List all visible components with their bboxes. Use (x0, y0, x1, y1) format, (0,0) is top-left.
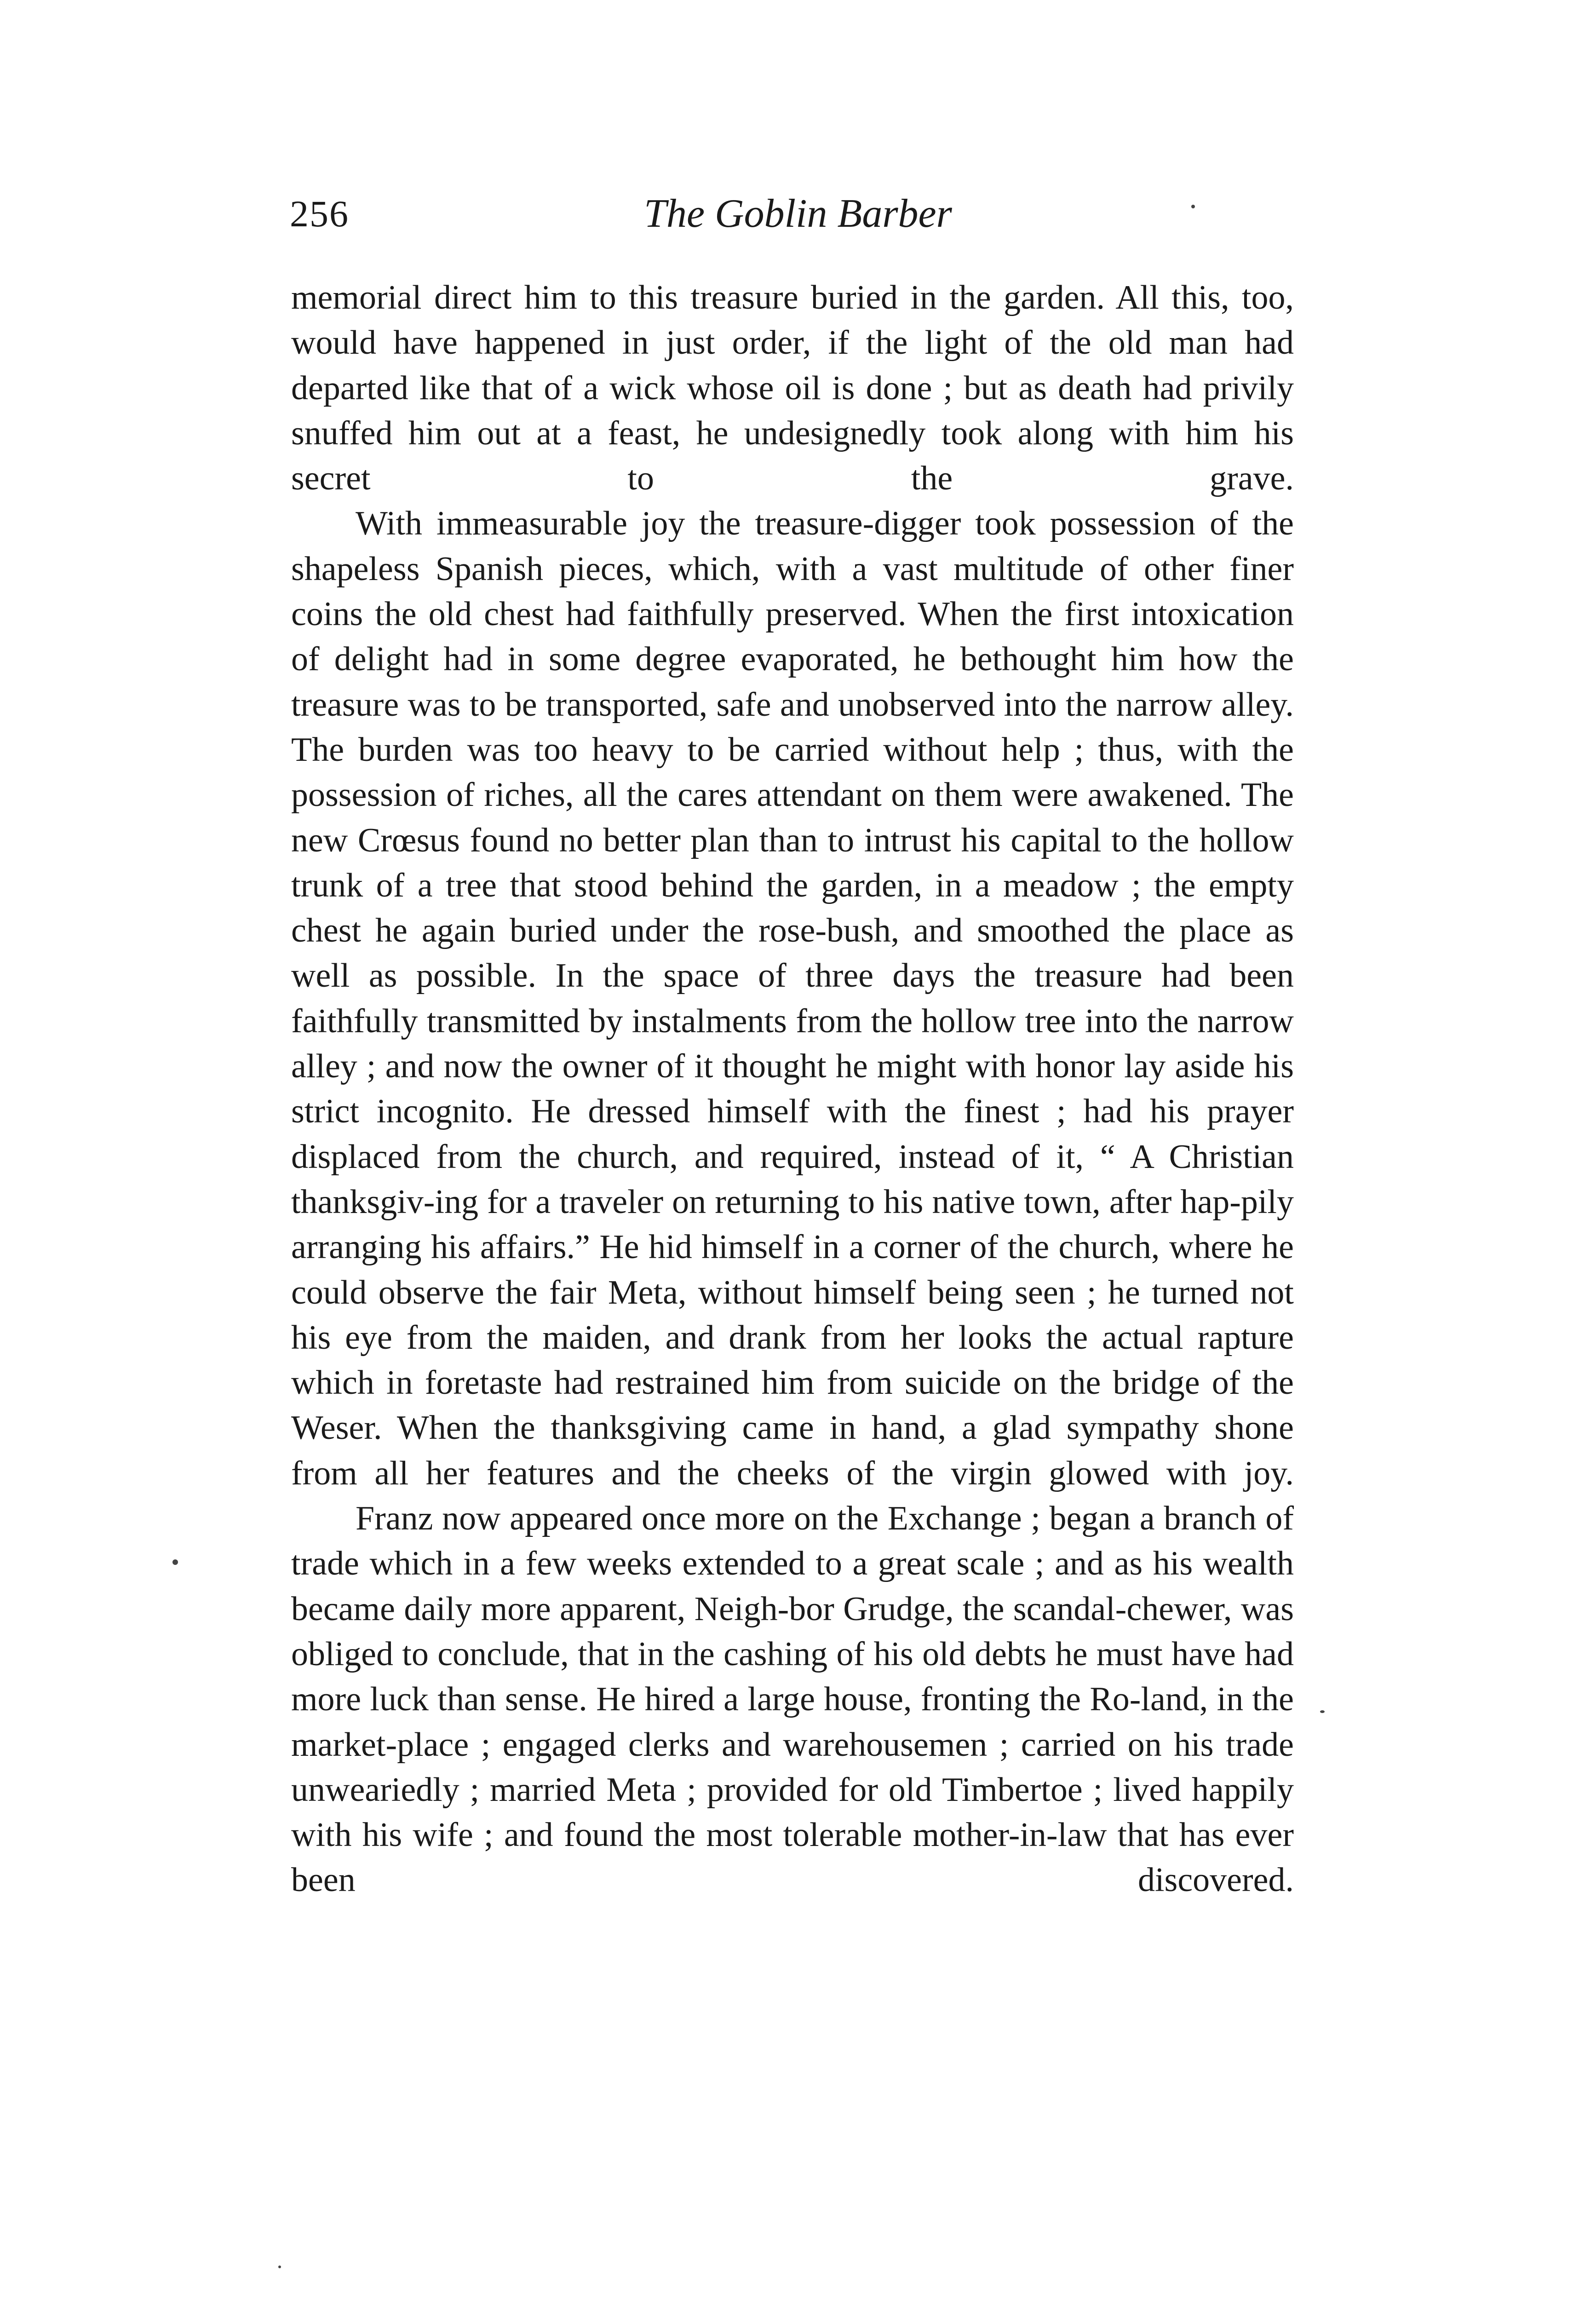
print-speck (278, 2266, 281, 2268)
paragraph-treasure-digger: With immeasurable joy the treasure-digger took possession of the shapeless Spanish pieces, which, with a vast multitude of other finer coins the old chest had faithfully preserved. When the first intoxication of delight had in some degree evaporated, he bethought him how the treasure was to be transported, safe and unobserved into the narrow alley. The burden was too heavy to be carried without help ; thus, with the possession of riches, all the cares attendant on them were awakened. The new Crœsus found no better plan than to intrust his capital to the hollow trunk of a tree that stood behind the garden, in a meadow ; the empty chest he again buried under the rose-bush, and smoothed the place as well as possible. In the space of three days the treasure had been faithfully transmitted by instalments from the hollow tree into the narrow alley ; and now the owner of it thought he might with honor lay aside his strict incognito. He dressed himself with the finest ; had his prayer displaced from the church, and required, instead of it, “ A Christian thanksgiv-ing for a traveler on returning to his native town, after hap-pily arranging his affairs.” He hid himself in a corner of the church, where he could observe the fair Meta, without himself being seen ; he turned not his eye from the maiden, and drank from her looks the actual rapture which in foretaste had restrained him from suicide on the bridge of the Weser. When the thanksgiving came in hand, a glad sympathy shone from all her features and the cheeks of the virgin glowed with joy. (291, 505, 1294, 1492)
paragraph-continuation: memorial direct him to this treasure buried in the garden. All this, too, would have happened in just order, if the light of the old man had departed like that of a wick whose oil is done ; but as death had privily snuffed him out at a feast, he undesignedly took along with him his secret to the grave. (291, 279, 1294, 498)
page-number: 256 (290, 193, 349, 235)
running-head (290, 182, 1306, 246)
print-speck (1191, 205, 1195, 208)
body-text (291, 275, 1294, 1903)
print-speck (1320, 1710, 1325, 1713)
print-speck (172, 1559, 178, 1565)
running-title: The Goblin Barber (644, 191, 952, 236)
paragraph-franz-exchange: Franz now appeared once more on the Exchange ; began a branch of trade which in a few weeks extended to a great scale ; and as his wealth became daily more apparent, Neigh-bor Grudge, the scandal-chewer, was obliged to conclude, that in the cashing of his old debts he must have had more luck than sense. He hired a large house, fronting the Ro-land, in the market-place ; engaged clerks and warehousemen ; carried on his trade unweariedly ; married Meta ; provided for old Timbertoe ; lived happily with his wife ; and found the most tolerable mother-in-law that has ever been discovered. (291, 1500, 1294, 1899)
